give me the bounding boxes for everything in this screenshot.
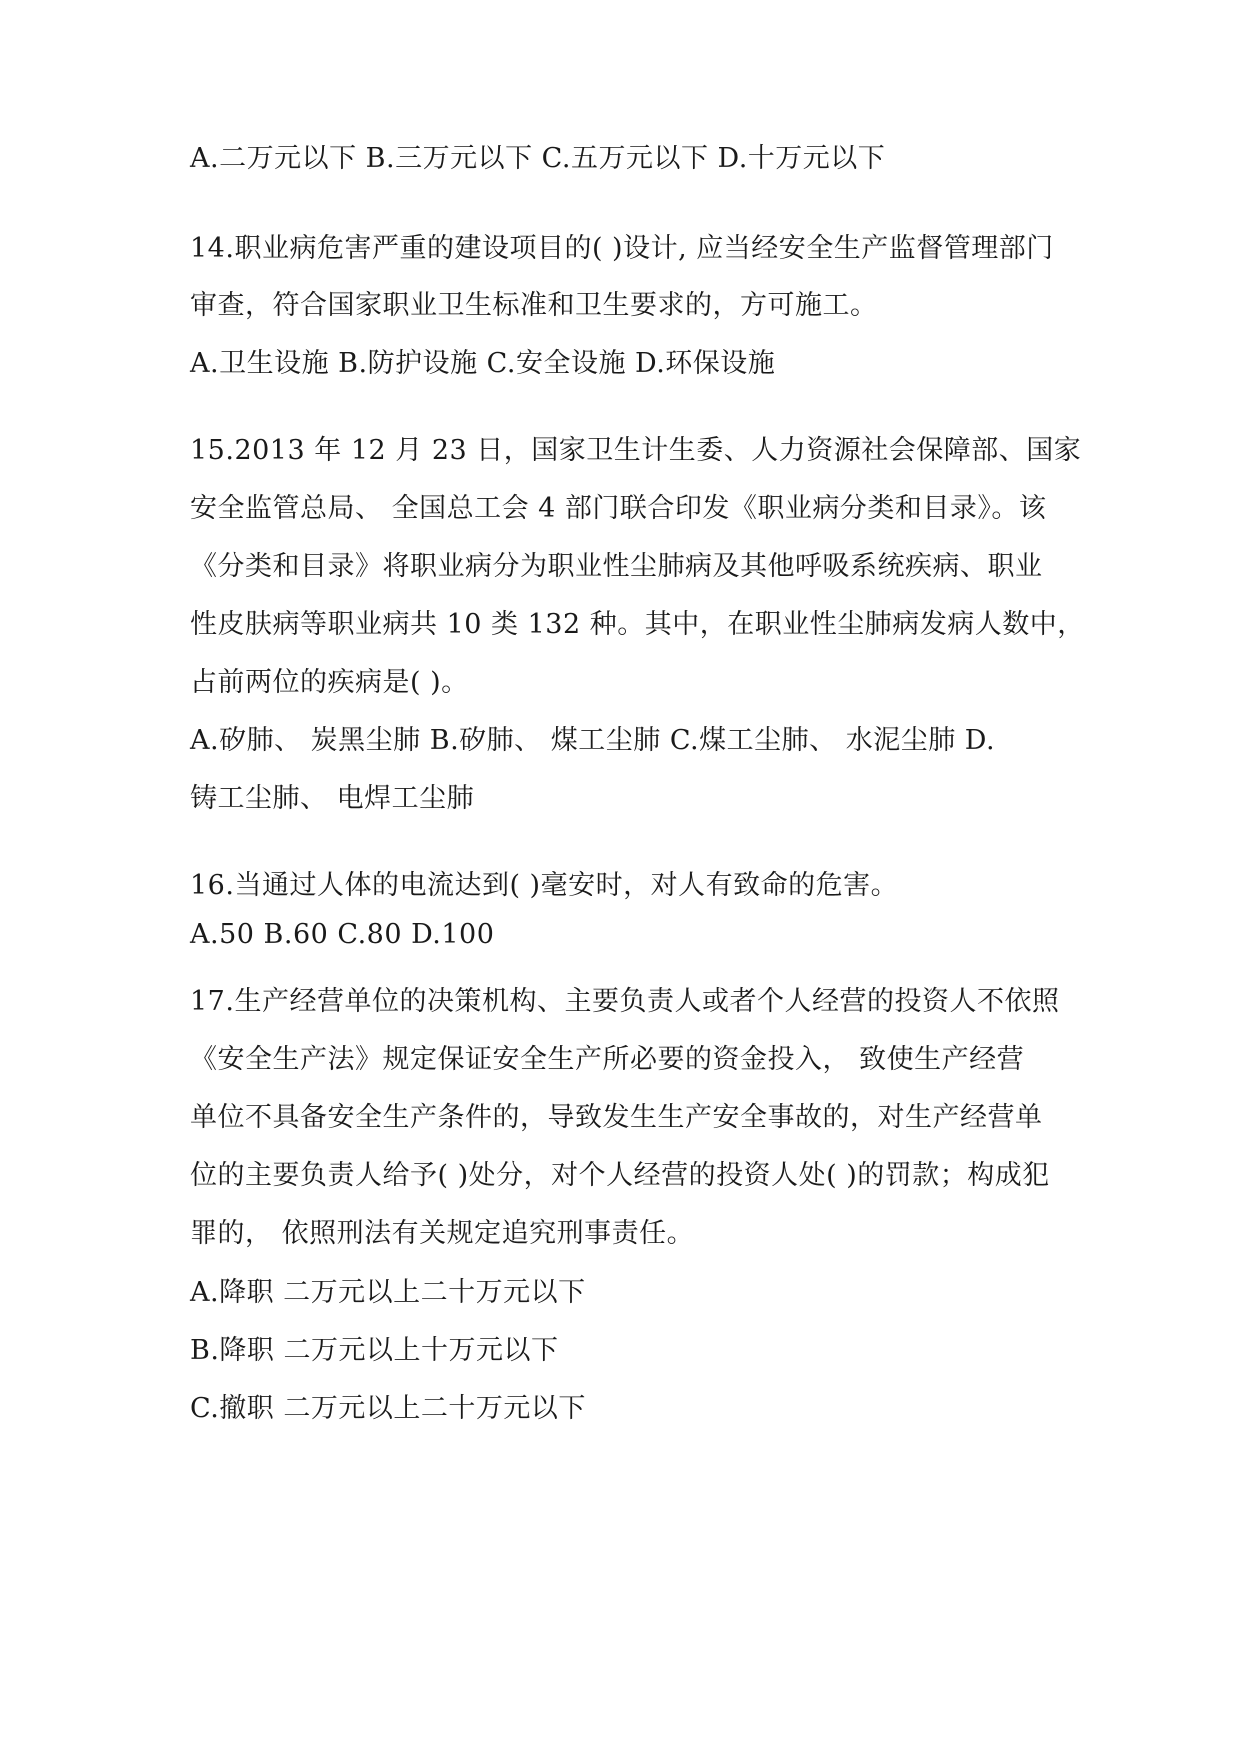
q17-stem-line-2: 《安全生产法》规定保证安全生产所必要的资金投入， 致使生产经营 bbox=[190, 1044, 1025, 1075]
q14-stem-line-2: 审查，符合国家职业卫生标准和卫生要求的，方可施工。 bbox=[190, 290, 878, 321]
q15-stem-line-2: 安全监管总局、 全国总工会 4 部门联合印发《职业病分类和目录》。该 bbox=[190, 493, 1047, 524]
q13-options: A.二万元以下 B.三万元以下 C.五万元以下 D.十万元以下 bbox=[190, 143, 886, 174]
q17-option-a: A.降职 二万元以上二十万元以下 bbox=[190, 1277, 586, 1308]
q16-options: A.50 B.60 C.80 D.100 bbox=[190, 919, 495, 950]
q17-stem-line-5: 罪的， 依照刑法有关规定追究刑事责任。 bbox=[190, 1218, 695, 1249]
q16-stem: 16.当通过人体的电流达到( )毫安时，对人有致命的危害。 bbox=[190, 870, 899, 901]
q17-option-b: B.降职 二万元以上十万元以下 bbox=[190, 1335, 559, 1366]
q15-stem-line-3: 《分类和目录》将职业病分为职业性尘肺病及其他呼吸系统疾病、职业 bbox=[190, 551, 1043, 582]
q15-stem-line-1: 15.2013 年 12 月 23 日，国家卫生计生委、人力资源社会保障部、国家 bbox=[190, 435, 1082, 466]
q17-stem-line-1: 17.生产经营单位的决策机构、主要负责人或者个人经营的投资人不依照 bbox=[190, 986, 1060, 1017]
q17-stem-line-3: 单位不具备安全生产条件的，导致发生生产安全事故的，对生产经营单 bbox=[190, 1102, 1043, 1133]
q15-options-line-1: A.矽肺、 炭黑尘肺 B.矽肺、 煤工尘肺 C.煤工尘肺、 水泥尘肺 D. bbox=[190, 725, 996, 756]
q15-options-line-2: 铸工尘肺、 电焊工尘肺 bbox=[190, 783, 475, 814]
q14-stem-line-1: 14.职业病危害严重的建设项目的( )设计, 应当经安全生产监督管理部门 bbox=[190, 233, 1054, 264]
q17-option-c: C.撤职 二万元以上二十万元以下 bbox=[190, 1393, 586, 1424]
q17-stem-line-4: 位的主要负责人给予( )处分，对个人经营的投资人处( )的罚款；构成犯 bbox=[190, 1160, 1050, 1191]
q15-stem-line-4: 性皮肤病等职业病共 10 类 132 种。其中，在职业性尘肺病发病人数中， bbox=[190, 609, 1085, 640]
q15-stem-line-5: 占前两位的疾病是( )。 bbox=[190, 667, 469, 698]
q14-options: A.卫生设施 B.防护设施 C.安全设施 D.环保设施 bbox=[190, 348, 776, 379]
